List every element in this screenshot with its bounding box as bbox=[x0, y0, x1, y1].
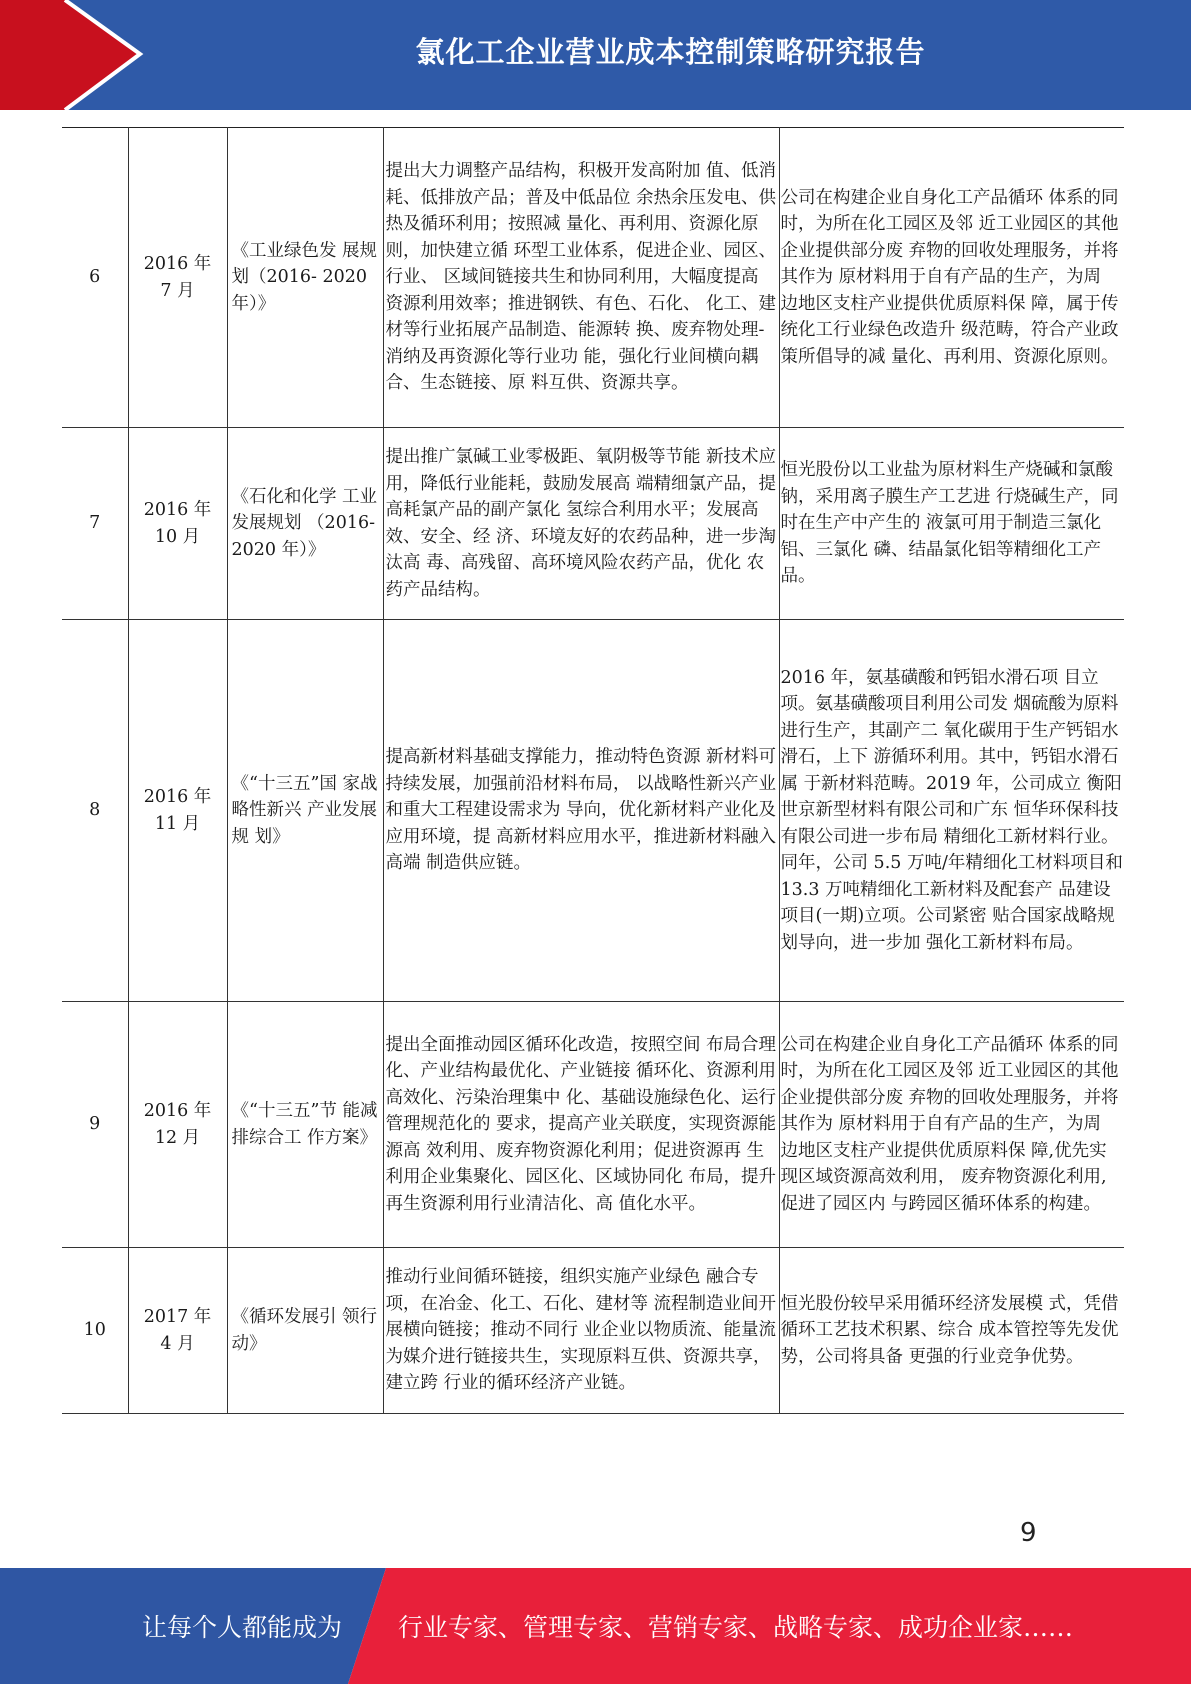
policy-name: 《“十三五”节 能减排综合工 作方案》 bbox=[227, 1002, 383, 1248]
row-number: 6 bbox=[62, 128, 128, 428]
table-row bbox=[62, 428, 1124, 620]
policy-name: 《工业绿色发 展规划（2016- 2020 年）》 bbox=[227, 128, 383, 428]
date-year: 2016 年 bbox=[143, 787, 212, 807]
date-month: 12 月 bbox=[154, 1127, 201, 1148]
date-month: 7 月 bbox=[160, 280, 195, 301]
date-month: 4 月 bbox=[160, 1333, 195, 1354]
policy-content: 推动行业间循环链接，组织实施产业绿色 融合专项，在冶金、化工、石化、建材等 流程制造业间开展横向链接；推动不同行 业企业以物质流、能量流为媒介进行链接共生，实现原料互供、资源共享，建立跨 行业的循环经济产业链。 bbox=[383, 1248, 779, 1414]
policy-date bbox=[128, 428, 227, 620]
company-practice: 公司在构建企业自身化工产品循环 体系的同时，为所在化工园区及邻 近工业园区的其他企业提供部分废 弃物的回收处理服务，并将其作为 原材料用于自有产品的生产，为周 边地区支柱产业提供优质原料保 障,优先实现区域资源高效利用， 废弃物资源化利用,促进了园区内 与跨园区循环体系的构建。 bbox=[779, 1002, 1124, 1248]
footer-slogan-left: 让每个人都能成为 bbox=[142, 1613, 343, 1642]
row-number: 9 bbox=[62, 1002, 128, 1248]
policy-name: 《石化和化学 工业发展规划 （2016-2020 年）》 bbox=[227, 428, 383, 620]
footer-banner bbox=[0, 1568, 1191, 1684]
policy-date bbox=[128, 128, 227, 428]
company-practice: 公司在构建企业自身化工产品循环 体系的同时，为所在化工园区及邻 近工业园区的其他企业提供部分废 弃物的回收处理服务，并将其作为 原材料用于自有产品的生产，为周 边地区支柱产业提供优质原料保 障，属于传统化工行业绿色改造升 级范畴，符合产业政策所倡导的减 量化、再利用、资源化原则。 bbox=[779, 128, 1124, 428]
policy-table bbox=[62, 127, 1124, 1414]
date-year: 2016 年 bbox=[143, 500, 212, 520]
policy-name: 《循环发展引 领行动》 bbox=[227, 1248, 383, 1414]
row-number: 7 bbox=[62, 428, 128, 620]
page-number: 9 bbox=[1020, 1518, 1037, 1548]
header-banner bbox=[0, 0, 1191, 110]
report-title: 氯化工企业营业成本控制策略研究报告 bbox=[415, 34, 926, 69]
footer-slogan-right: 行业专家、管理专家、营销专家、战略专家、成功企业家…… bbox=[398, 1613, 1074, 1642]
date-year: 2016 年 bbox=[143, 254, 212, 274]
table-row bbox=[62, 620, 1124, 1002]
policy-content: 提高新材料基础支撑能力，推动特色资源 新材料可持续发展，加强前沿材料布局， 以战略性新兴产业和重大工程建设需求为 导向，优化新材料产业化及应用环境，提 高新材料应用水平，推进新材料融入高端 制造供应链。 bbox=[383, 620, 779, 1002]
policy-date bbox=[128, 1002, 227, 1248]
row-number: 8 bbox=[62, 620, 128, 1002]
date-month: 10 月 bbox=[154, 526, 201, 547]
company-practice: 恒光股份较早采用循环经济发展模 式，凭借循环工艺技术积累、综合 成本管控等先发优势，公司将具备 更强的行业竞争优势。 bbox=[779, 1248, 1124, 1414]
policy-date bbox=[128, 1248, 227, 1414]
company-practice: 2016 年，氨基磺酸和钙铝水滑石项 目立项。氨基磺酸项目利用公司发 烟硫酸为原料进行生产，其副产二 氧化碳用于生产钙铝水滑石，上下 游循环利用。其中，钙铝水滑石属 于新材料范畴。2019 年，公司成立 衡阳世京新型材料有限公司和广东 恒华环保科技有限公司进一步布局 精细化工新材料行业。同年，公司 5.5 万吨/年精细化工材料项目和 13.3 万吨精细化工新材料及配套产 品建设项目(一期)立项。公司紧密 贴合国家战略规划导向，进一步加 强化工新材料布局。 bbox=[779, 620, 1124, 1002]
row-number: 10 bbox=[62, 1248, 128, 1414]
date-year: 2017 年 bbox=[143, 1307, 212, 1327]
table-row bbox=[62, 1248, 1124, 1414]
policy-date bbox=[128, 620, 227, 1002]
policy-content: 提出全面推动园区循环化改造，按照空间 布局合理化、产业结构最优化、产业链接 循环化、资源利用高效化、污染治理集中 化、基础设施绿色化、运行管理规范化的 要求，提高产业关联度，实现资源能源高 效利用、废弃物资源化利用；促进资源再 生利用企业集聚化、园区化、区域协同化 布局，提升再生资源利用行业清洁化、高 值化水平。 bbox=[383, 1002, 779, 1248]
table-row bbox=[62, 1002, 1124, 1248]
company-practice: 恒光股份以工业盐为原材料生产烧碱和氯酸钠，采用离子膜生产工艺进 行烧碱生产，同时在生产中产生的 液氯可用于制造三氯化铝、三氯化 磷、结晶氯化铝等精细化工产品。 bbox=[779, 428, 1124, 620]
table-row bbox=[62, 128, 1124, 428]
policy-content: 提出推广氯碱工业零极距、氧阴极等节能 新技术应用，降低行业能耗，鼓励发展高 端精细氯产品，提高耗氯产品的副产氯化 氢综合利用水平；发展高效、安全、经 济、环境友好的农药品种，进一步淘汰高 毒、高残留、高环境风险农药产品，优化 农药产品结构。 bbox=[383, 428, 779, 620]
date-month: 11 月 bbox=[154, 813, 201, 834]
policy-name: 《“十三五”国 家战略性新兴 产业发展规 划》 bbox=[227, 620, 383, 1002]
policy-content: 提出大力调整产品结构，积极开发高附加 值、低消耗、低排放产品；普及中低品位 余热余压发电、供热及循环利用；按照减 量化、再利用、资源化原则，加快建立循 环型工业体系，促进企业、园区、行业、 区域间链接共生和协同利用，大幅度提高 资源利用效率；推进钢铁、有色、石化、 化工、建材等行业拓展产品制造、能源转 换、废弃物处理-消纳及再资源化等行业功 能，强化行业间横向耦合、生态链接、原 料互供、资源共享。 bbox=[383, 128, 779, 428]
date-year: 2016 年 bbox=[143, 1101, 212, 1121]
